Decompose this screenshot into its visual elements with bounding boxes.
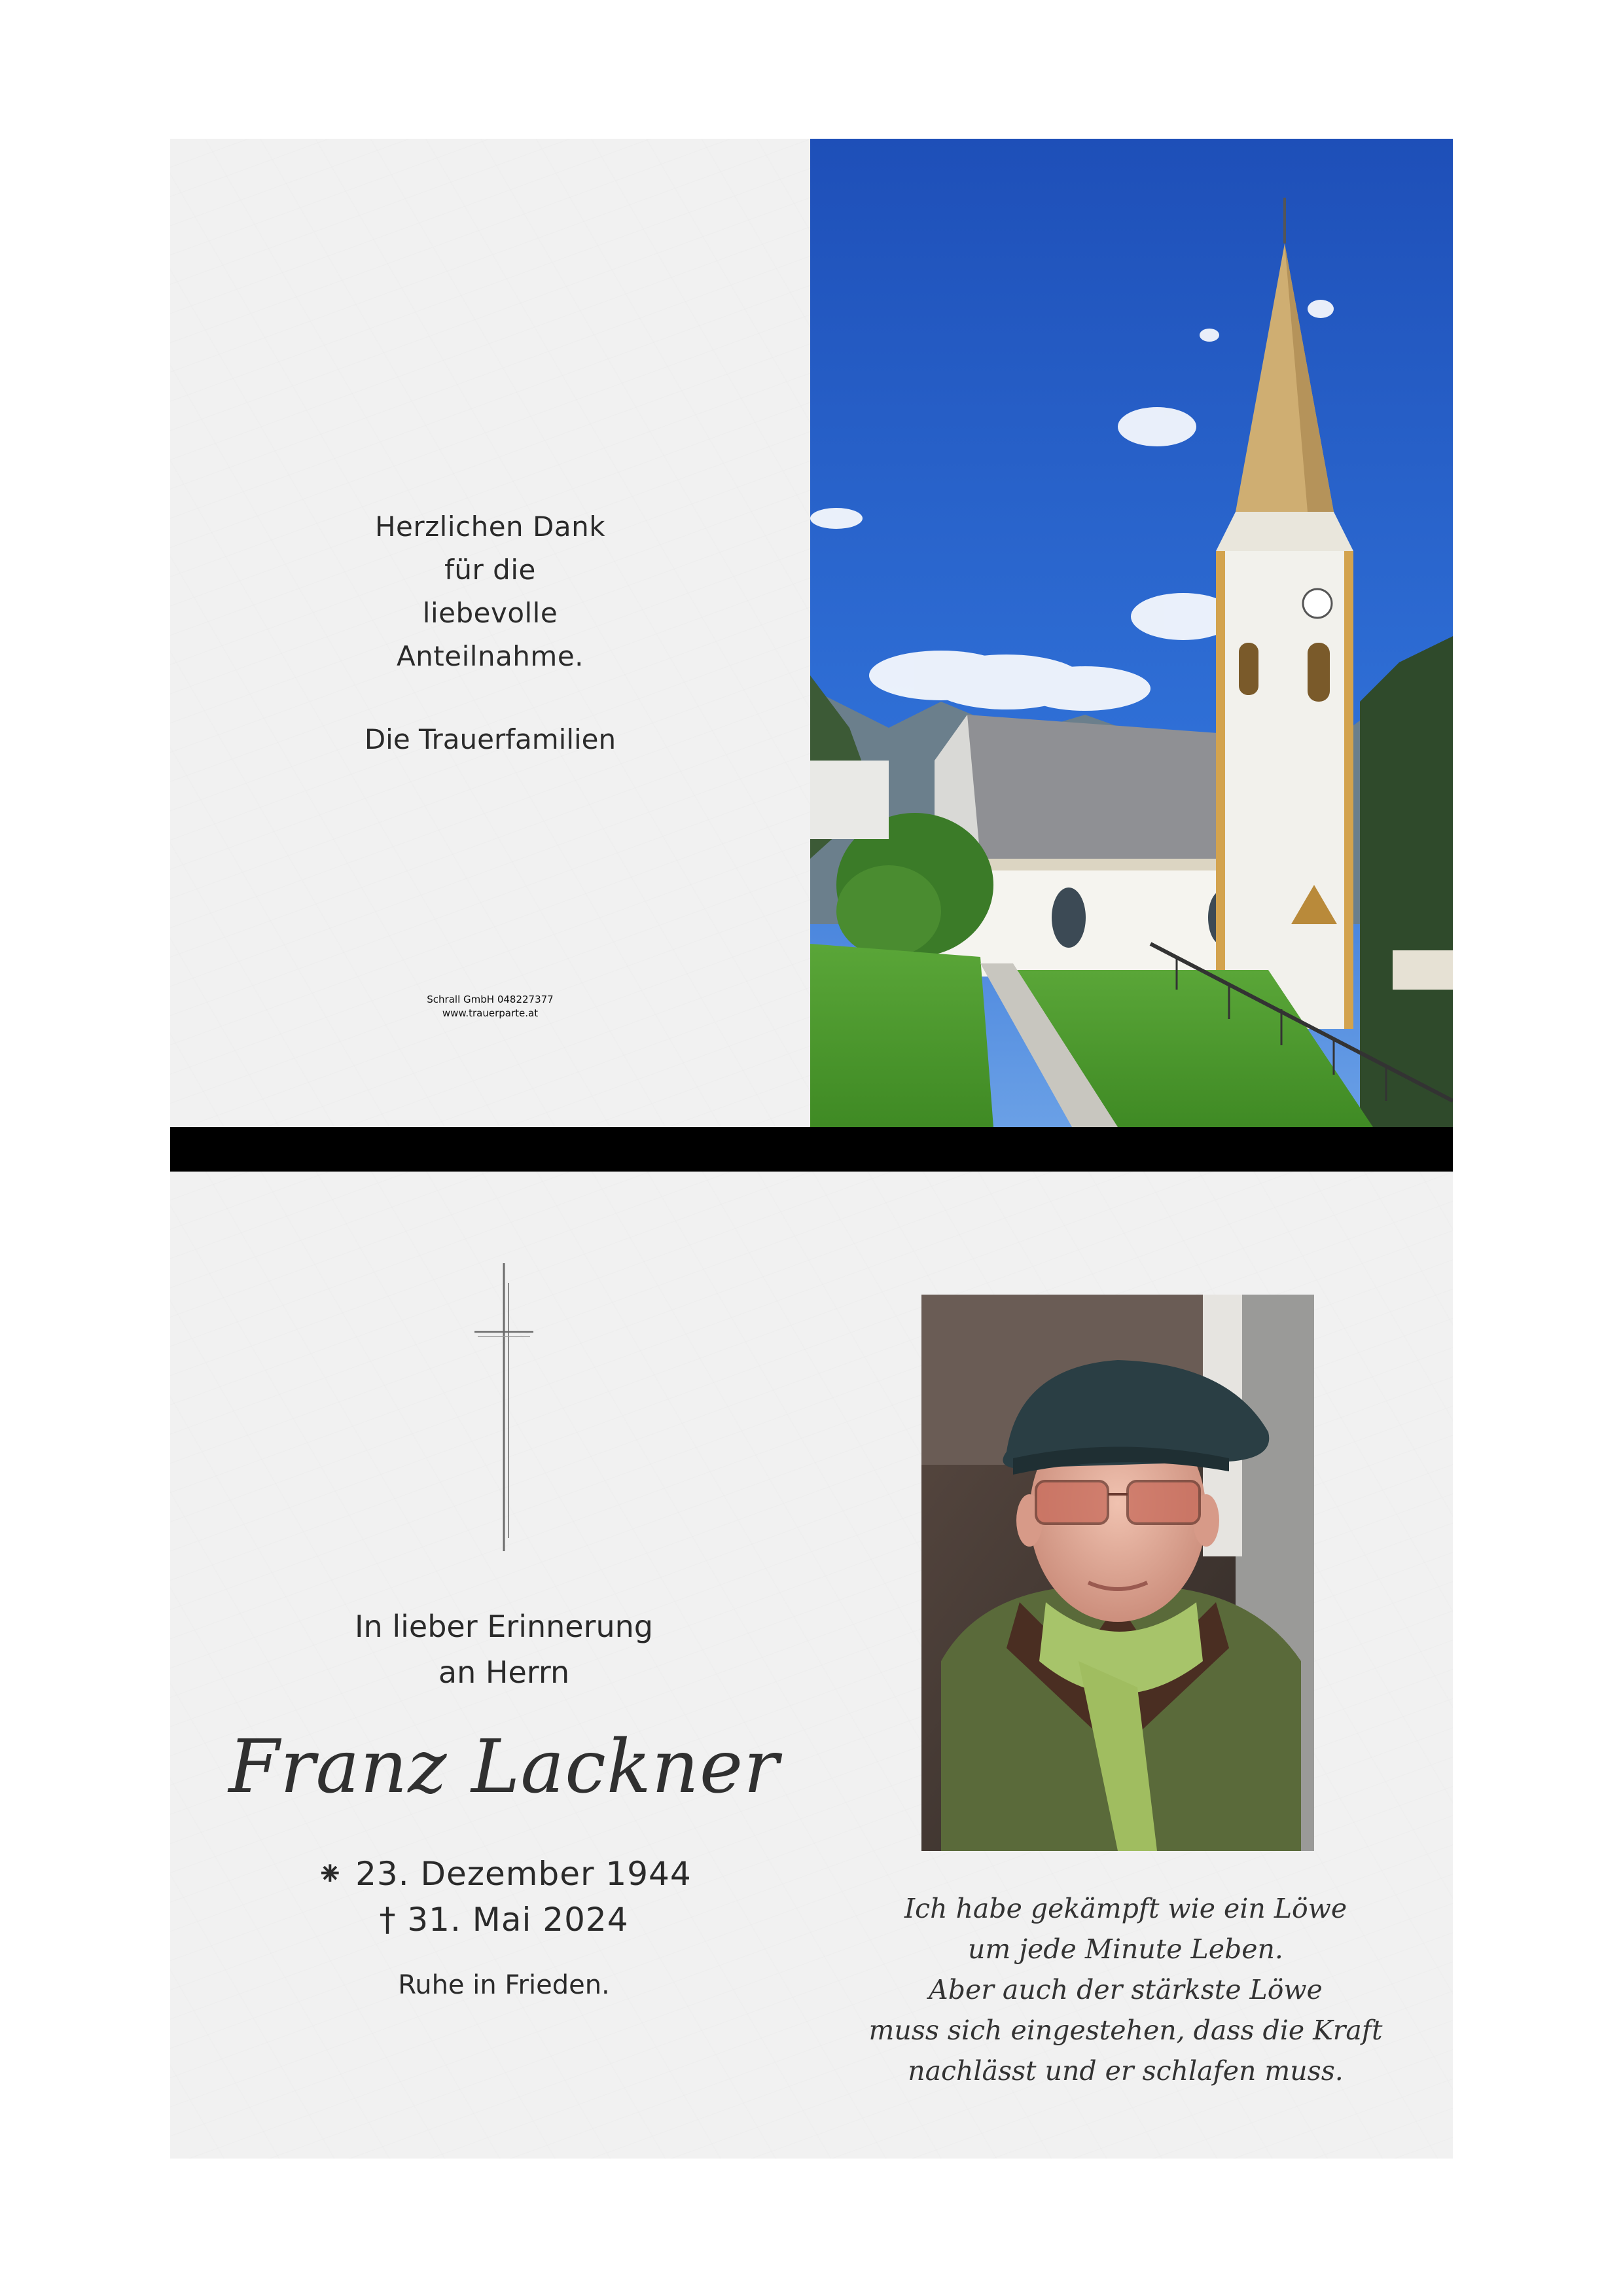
quote-line: um jede Minute Leben. [968,1933,1283,1965]
thanks-text [170,505,810,678]
memory-line: In lieber Erinnerung [354,1609,654,1644]
cross-icon [471,1263,537,1551]
memorial-quote [812,1888,1440,2091]
portrait-photo [921,1295,1314,1851]
church-illustration [810,139,1453,1127]
thank-you-panel [170,139,810,1127]
deceased-name: Franz Lackner [228,1725,779,1810]
fold-divider [170,1127,1453,1172]
memorial-panel [170,1172,1453,2159]
birth-date: ⁕ 23. Dezember 1944 [316,1855,692,1893]
memory-heading [170,1604,838,1695]
death-date: † 31. Mai 2024 [379,1901,629,1939]
life-dates [170,1851,838,1943]
rest-in-peace: Ruhe in Frieden. [398,1970,610,2000]
thanks-line: für die [444,554,536,586]
printer-url: www.trauerparte.at [442,1007,539,1019]
printer-name: Schrall GmbH 048227377 [427,994,554,1005]
printer-imprint [170,993,810,1020]
thanks-line: Herzlichen Dank [374,511,606,543]
family-signature: Die Trauerfamilien [364,723,616,755]
memory-line: an Herrn [438,1655,570,1690]
thanks-line: Anteilnahme. [396,640,584,672]
quote-line: Aber auch der stärkste Löwe [929,1974,1323,2005]
thanks-line: liebevolle [422,597,558,629]
quote-line: muss sich eingestehen, dass die Kraft [868,2015,1383,2046]
church-photo [810,139,1453,1127]
quote-line: nachlässt und er schlafen muss. [908,2055,1344,2087]
quote-line: Ich habe gekämpft wie ein Löwe [904,1893,1347,1924]
